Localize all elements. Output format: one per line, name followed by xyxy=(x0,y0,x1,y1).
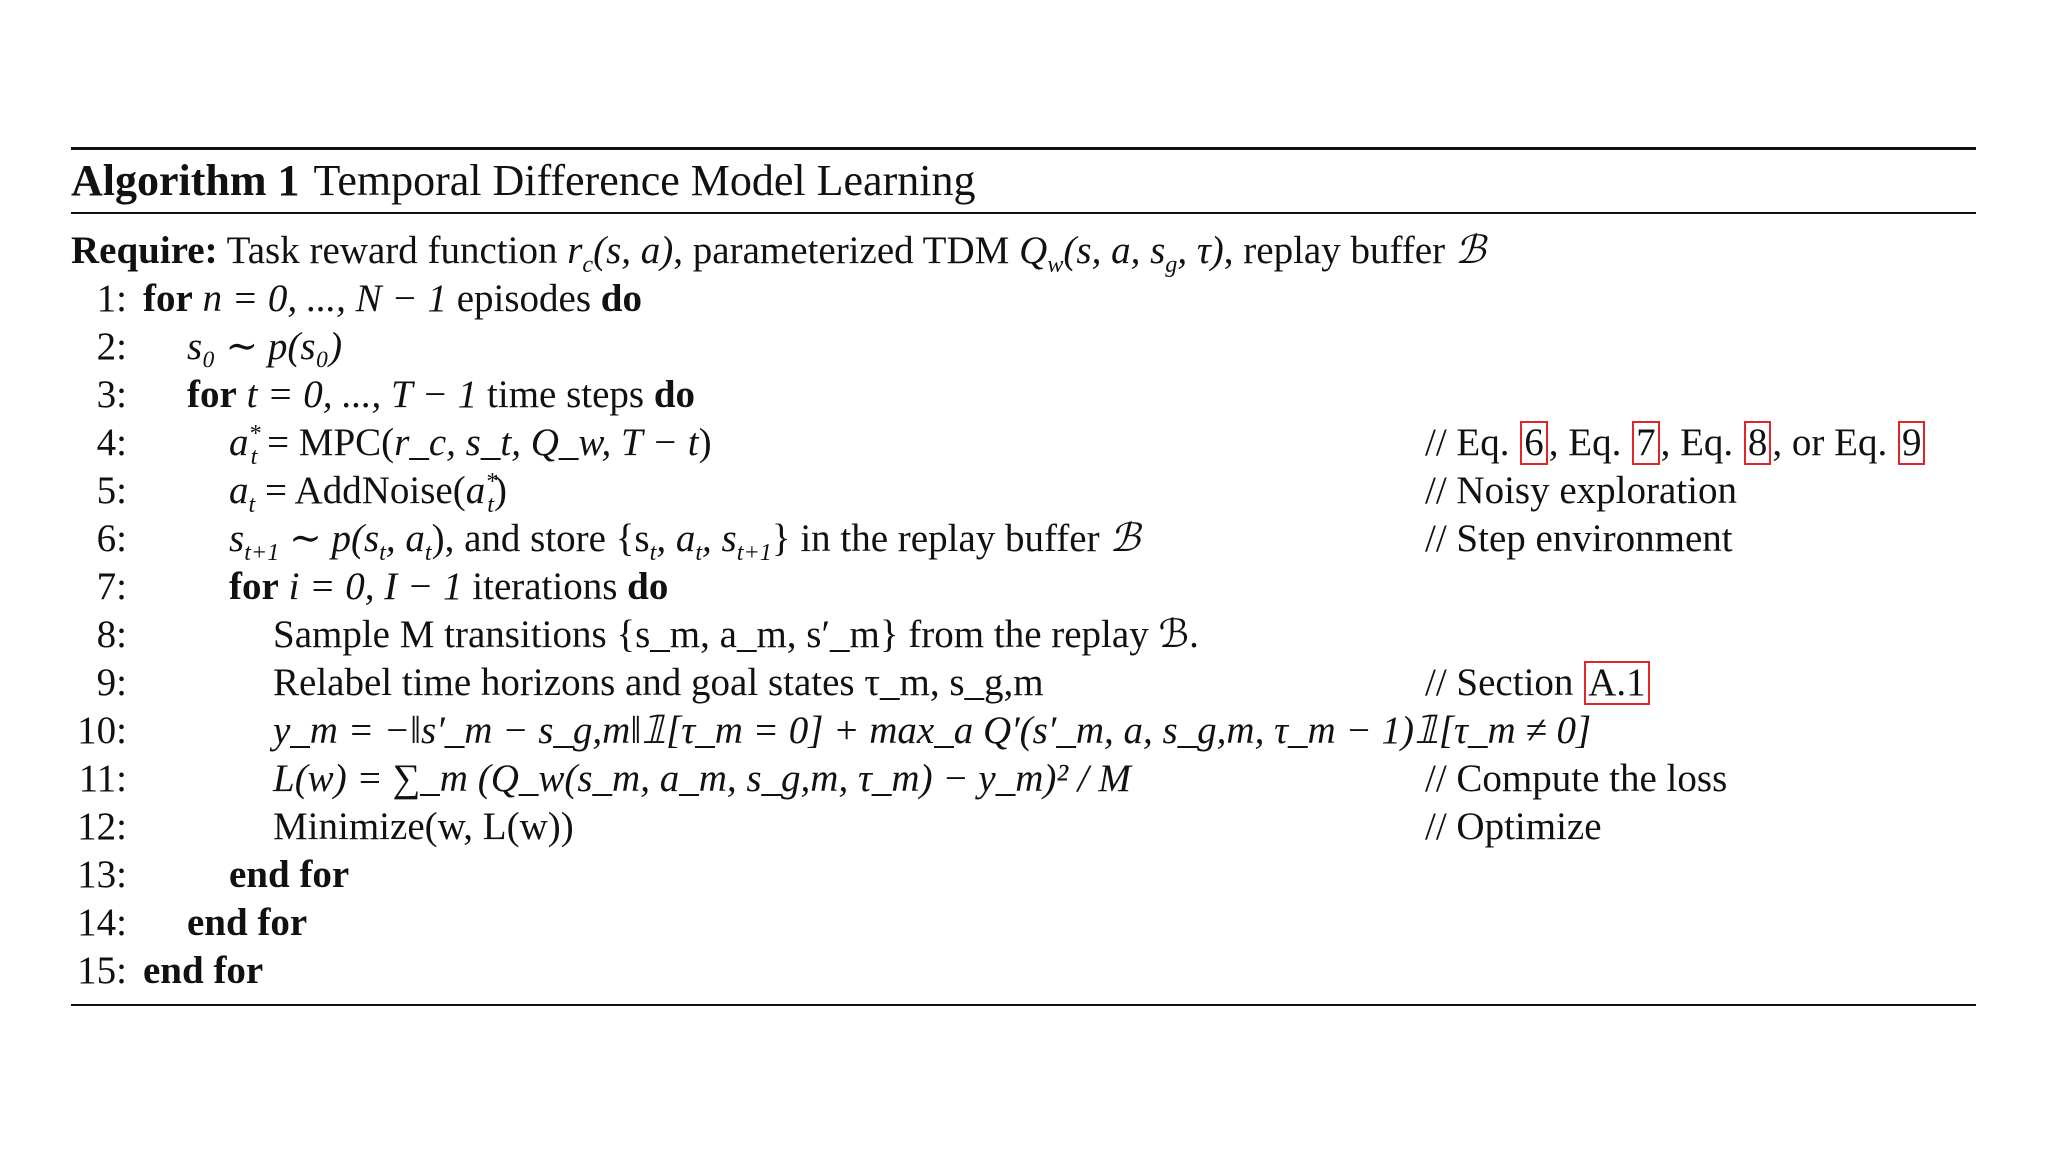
equation-link-6[interactable]: 6 xyxy=(1520,421,1548,465)
require-text-a: Task reward function xyxy=(226,229,568,272)
next-state: s xyxy=(229,517,245,560)
addnoise-arg: a xyxy=(465,469,486,512)
transition-dist: ∼ p(s xyxy=(279,517,380,560)
loop-range: i = 0, I − 1 xyxy=(278,565,473,608)
require-text-c: , replay buffer xyxy=(1223,229,1455,272)
algorithm-title: Temporal Difference Model Learning xyxy=(313,155,976,205)
loop-range: t = 0, ..., T − 1 xyxy=(236,373,488,416)
initial-state-sample: s₀ ∼ p(s₀) xyxy=(187,325,343,368)
line-number: 5: xyxy=(96,469,127,512)
addnoise-call: = AddNoise( xyxy=(255,469,466,512)
tuple-state-subscript: t xyxy=(649,538,657,566)
tdm-goal-subscript: g xyxy=(1165,250,1178,278)
keyword-for: for xyxy=(187,373,237,416)
tuple-next-state: , s xyxy=(702,517,737,560)
keyword-end-for: end for xyxy=(187,901,308,944)
action-symbol: a xyxy=(229,469,249,512)
minimize-step: Minimize(w, L(w)) xyxy=(273,805,574,848)
action-subscript: t xyxy=(250,442,258,470)
comment-line-5: // Noisy exploration xyxy=(1425,469,1737,512)
tdm-args-end: , τ) xyxy=(1177,229,1224,272)
loop-text: iterations xyxy=(472,565,628,608)
action-superscript: * xyxy=(248,420,261,447)
line-number: 2: xyxy=(96,325,127,368)
keyword-do: do xyxy=(627,565,669,608)
equation-link-7[interactable]: 7 xyxy=(1632,421,1660,465)
addnoise-close: ) xyxy=(494,469,508,512)
line-number: 12: xyxy=(77,805,127,848)
comment-line-11: // Compute the loss xyxy=(1425,757,1728,800)
line-number: 6: xyxy=(96,517,127,560)
tdm-symbol: Q xyxy=(1019,229,1048,272)
store-text: ), and store {s xyxy=(431,517,650,560)
action-subscript: t xyxy=(248,490,256,518)
mpc-args: r_c, s_t, Q_w, T − t xyxy=(394,421,699,464)
tdm-args: (s, a, s xyxy=(1063,229,1166,272)
reward-subscript: c xyxy=(582,250,594,278)
line-number: 4: xyxy=(96,421,127,464)
loop-range: n = 0, ..., N − 1 xyxy=(192,277,457,320)
buffer-symbol: ℬ xyxy=(1109,517,1140,560)
loop-text: time steps xyxy=(487,373,654,416)
require-text-b: , parameterized TDM xyxy=(673,229,1020,272)
bottom-rule xyxy=(71,1004,1976,1006)
comment-separator: , or Eq. xyxy=(1772,421,1897,464)
keyword-end-for: end for xyxy=(229,853,350,896)
keyword-do: do xyxy=(600,277,642,320)
header-rule xyxy=(71,212,1976,214)
sample-transitions: Sample M transitions {s_m, a_m, s′_m} from the replay ℬ. xyxy=(273,613,1199,656)
tuple-action: , a xyxy=(656,517,696,560)
comment-line-12: // Optimize xyxy=(1425,805,1602,848)
keyword-for: for xyxy=(143,277,193,320)
line-number: 8: xyxy=(96,613,127,656)
keyword-for: for xyxy=(229,565,279,608)
line-number: 11: xyxy=(78,757,127,800)
line-number: 10: xyxy=(77,709,127,752)
buffer-symbol: ℬ xyxy=(1454,229,1486,272)
action-symbol: a xyxy=(229,421,249,464)
algorithm-header xyxy=(71,150,975,210)
comment-line-6: // Step environment xyxy=(1425,517,1733,560)
mpc-call: = MPC( xyxy=(257,421,395,464)
state-subscript: t xyxy=(379,538,386,566)
keyword-do: do xyxy=(653,373,696,416)
line-number: 1: xyxy=(96,277,127,320)
line-number: 9: xyxy=(96,661,127,704)
action-arg: , a xyxy=(385,517,425,560)
comment-prefix: // Eq. xyxy=(1425,421,1520,464)
equation-link-8[interactable]: 8 xyxy=(1744,421,1772,465)
mpc-close: ) xyxy=(698,421,712,464)
reward-args: (s, a) xyxy=(593,229,674,272)
reward-symbol: r xyxy=(567,229,583,272)
comment-line-4 xyxy=(1425,419,1926,467)
keyword-end-for: end for xyxy=(143,949,264,992)
loss-equation: L(w) = ∑_m (Q_w(s_m, a_m, s_g,m, τ_m) − y_m)² / M xyxy=(273,757,1131,800)
arg-superscript: * xyxy=(485,468,498,495)
line-number: 14: xyxy=(77,901,127,944)
require-label: Require: xyxy=(71,229,218,272)
line-number: 3: xyxy=(96,373,127,416)
tdm-subscript: w xyxy=(1047,250,1064,278)
tuple-action-subscript: t xyxy=(695,538,703,566)
line-number: 7: xyxy=(96,565,127,608)
arg-subscript: t xyxy=(487,490,495,518)
line-number: 13: xyxy=(77,853,127,896)
section-link-a1[interactable]: A.1 xyxy=(1584,661,1649,705)
comment-separator: , Eq. xyxy=(1660,421,1743,464)
loop-text: episodes xyxy=(456,277,601,320)
comment-line-9 xyxy=(1425,659,1651,707)
line-number: 15: xyxy=(77,949,127,992)
relabel-step: Relabel time horizons and goal states τ_m, s_g,m xyxy=(273,661,1044,704)
comment-prefix: // Section xyxy=(1425,661,1584,704)
target-equation: y_m = −‖s′_m − s_g,m‖𝟙[τ_m = 0] + max_a Q′(s′_m, a, s_g,m, τ_m − 1)𝟙[τ_m ≠ 0] xyxy=(273,709,1592,752)
equation-link-9[interactable]: 9 xyxy=(1898,421,1926,465)
comment-separator: , Eq. xyxy=(1548,421,1632,464)
action-subscript: t xyxy=(424,538,432,566)
next-state-subscript: t+1 xyxy=(244,538,280,566)
algorithm-label: Algorithm 1 xyxy=(71,155,300,205)
tuple-next-subscript: t+1 xyxy=(736,538,772,566)
replay-text: } in the replay buffer xyxy=(771,517,1110,560)
